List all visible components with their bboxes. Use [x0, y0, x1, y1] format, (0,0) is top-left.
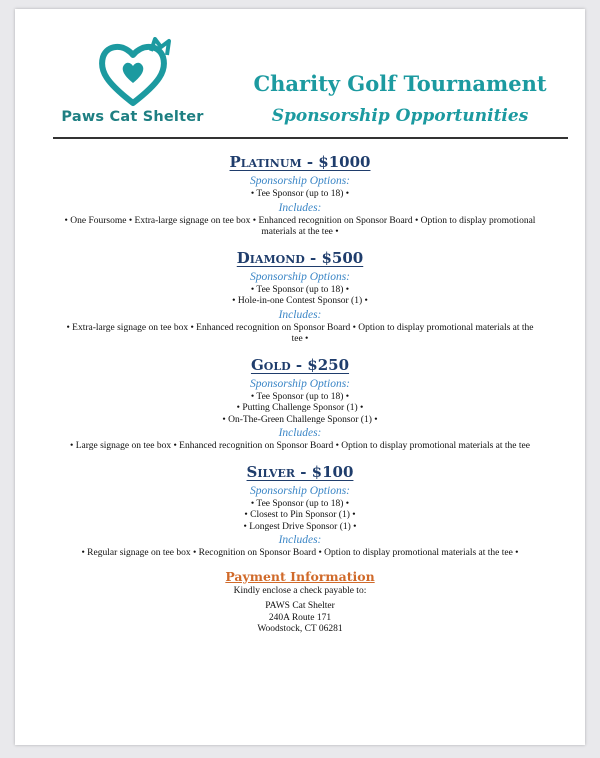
level-title: Silver - $100	[246, 462, 354, 481]
header-divider	[53, 137, 568, 139]
payment-section	[20, 568, 580, 636]
options-label: Sponsorship Options:	[250, 377, 350, 390]
option-item: • Closest to Pin Sponsor (1) •	[244, 510, 356, 520]
includes-label: Includes:	[278, 201, 322, 214]
option-item: • Tee Sponsor (up to 18) •	[250, 498, 350, 509]
cat-heart-logo-icon	[93, 37, 173, 107]
level-title: Diamond - $500	[236, 248, 364, 267]
includes-label: Includes:	[278, 534, 322, 546]
level-title: Gold - $250	[250, 355, 350, 374]
options-label: Sponsorship Options:	[250, 484, 350, 497]
option-item: • Tee Sponsor (up to 18) •	[250, 391, 350, 402]
option-item: • On-The-Green Challenge Sponsor (1) •	[222, 414, 378, 425]
option-item: • Longest Drive Sponsor (1) •	[243, 521, 357, 532]
payment-heading: Payment Information	[225, 568, 375, 584]
option-item: • Tee Sponsor (up to 18) •	[250, 189, 350, 199]
level-title: Platinum - $1000	[229, 153, 371, 171]
options-label: Sponsorship Options:	[250, 270, 350, 283]
logo	[45, 37, 220, 137]
includes-label: Includes:	[278, 427, 322, 439]
level-gold	[20, 355, 580, 453]
includes-text: • Large signage on tee box • Enhanced recognition on Sponsor Board • Option to display promotional materials at the tee	[70, 441, 530, 451]
page-title: Charity Golf Tournament	[253, 71, 547, 96]
address-line: 240A Route 171	[268, 612, 332, 623]
logo-text: Paws Cat Shelter	[61, 109, 204, 125]
level-silver	[20, 462, 580, 560]
sponsorship-content	[20, 152, 580, 636]
options-label: Sponsorship Options:	[250, 175, 350, 187]
level-diamond	[20, 248, 580, 346]
includes-text: • Regular signage on tee box • Recognition on Sponsor Board • Option to display promotional materials at the tee •	[81, 548, 519, 558]
option-item: • Putting Challenge Sponsor (1) •	[236, 403, 364, 413]
option-item: • Hole-in-one Contest Sponsor (1) •	[232, 296, 368, 306]
includes-label: Includes:	[278, 308, 322, 321]
payment-instruction: Kindly enclose a check payable to:	[233, 585, 367, 596]
address-line: PAWS Cat Shelter	[265, 601, 335, 611]
option-item: • Tee Sponsor (up to 18) •	[250, 284, 350, 295]
level-platinum	[20, 152, 580, 239]
includes-text: • One Foursome • Extra-large signage on tee box • Enhanced recognition on Sponsor Board • Option to display promotional materials at the tee •	[64, 215, 536, 237]
page-subtitle: Sponsorship Opportunities	[271, 106, 529, 126]
address-line: Woodstock, CT 06281	[257, 624, 343, 634]
includes-text: • Extra-large signage on tee box • Enhanced recognition on Sponsor Board • Option to display promotional materials at the tee •	[66, 322, 534, 344]
